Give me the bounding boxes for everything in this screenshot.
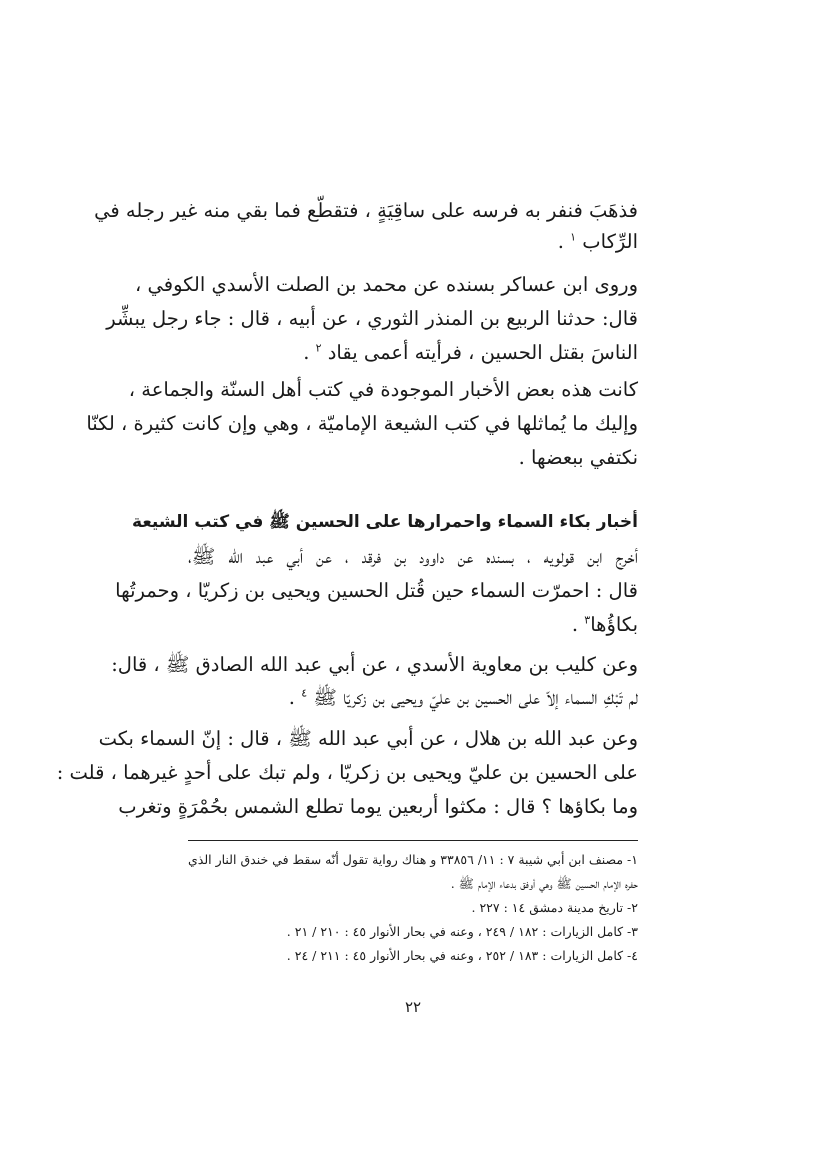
body-line-13-text: لم تَبْكِ السماء إلاّ على الحسين بن عليّ ويحيى بن زكريّا ﷺ: [313, 686, 638, 709]
body-line-9: أخرج ابن قولويه ، بسنده عن داوود بن فرقد ، عن أبي عبد الله ﷺ،: [188, 545, 638, 568]
body-line-12: وعن كليب بن معاوية الأسدي ، عن أبي عبد الله الصادق ﷺ ، قال:: [111, 653, 638, 676]
footnote-separator: [188, 840, 638, 841]
body-line-8: نكتفي ببعضها .: [518, 446, 638, 469]
footnote-marker-1: ١: [570, 230, 577, 244]
body-line-5-text: الناسَ بقتل الحسين ، فرأيته أعمى يقاد: [327, 341, 638, 364]
body-line-11-period: .: [571, 613, 579, 636]
body-line-16: وما بكاؤها ؟ قال : مكثوا أربعين يوما تطلع الشمس بحُمْرَةٍ وتغرب: [118, 795, 638, 818]
body-line-13-period: .: [288, 686, 295, 709]
body-line-7: وإليك ما يُماثلها في كتب الشيعة الإماميّة ، وهي وإن كانت كثيرة ، لكنّا: [86, 412, 638, 435]
body-line-5-period: .: [303, 341, 310, 364]
page-number: ٢٢: [404, 998, 422, 1016]
footnote-1-cont: حفره الإمام الحسين ﷺ وهي أوفق بدعاء الإمام ﷺ .: [450, 876, 638, 891]
footnote-1: ١- مصنف ابن أبي شيبة ٧ : ١١/ ٣٣٨٥٦ و هناك رواية تقول أنّه سقط في خندق النار الذي: [187, 852, 638, 867]
body-line-5: [188, 338, 638, 368]
footnote-3: ٣- كامل الزيارات : ١٨٢ / ٢٤٩ ، وعنه في بحار الأنوار ٤٥ : ٢١٠ / ٢١ .: [286, 924, 638, 939]
footnote-marker-3: ٣: [584, 613, 591, 627]
body-line-3: وروى ابن عساكر بسنده عن محمد بن الصلت الأسدي الكوفي ،: [135, 273, 638, 296]
body-line-10: قال : احمرّت السماء حين قُتل الحسين ويحيى بن زكريّا ، وحمرتُها: [115, 579, 638, 602]
body-line-11: [188, 610, 638, 640]
footnote-marker-4: ٤: [301, 686, 308, 700]
body-line-14: وعن عبد الله بن هلال ، عن أبي عبد الله ﷺ ، قال : إنّ السماء بكت: [98, 727, 638, 750]
body-line-4: قال: حدثنا الربيع بن المنذر الثوري ، عن أبيه ، قال : جاء رجل يبشِّر: [106, 307, 638, 330]
body-line-2: [188, 227, 638, 257]
body-line-15: على الحسين بن عليّ ويحيى بن زكريّا ، ولم تبك على أحدٍ غيرهما ، قلت :: [56, 761, 638, 784]
footnote-4: ٤- كامل الزيارات : ١٨٣ / ٢٥٢ ، وعنه في بحار الأنوار ٤٥ : ٢١١ / ٢٤ .: [286, 948, 638, 963]
body-line-6: كانت هذه بعض الأخبار الموجودة في كتب أهل السنّة والجماعة ،: [128, 378, 638, 401]
footnote-2: ٢- تاريخ مدينة دمشق ١٤ : ٢٢٧ .: [471, 900, 638, 915]
section-heading: أخبار بكاء السماء واحمرارها على الحسين ﷺ في كتب الشيعة: [132, 512, 638, 532]
body-line-2-period: .: [557, 230, 564, 253]
footnote-marker-2: ٢: [315, 341, 322, 355]
body-line-13: [188, 683, 638, 713]
body-line-11-text: بكاؤُها: [590, 613, 638, 636]
body-line-1: فذهَبَ فنفر به فرسه على ساقِيَةٍ ، فتقطّع فما بقي منه غير رجله في: [94, 199, 638, 222]
body-line-2-text: الرِّكاب: [582, 230, 638, 253]
